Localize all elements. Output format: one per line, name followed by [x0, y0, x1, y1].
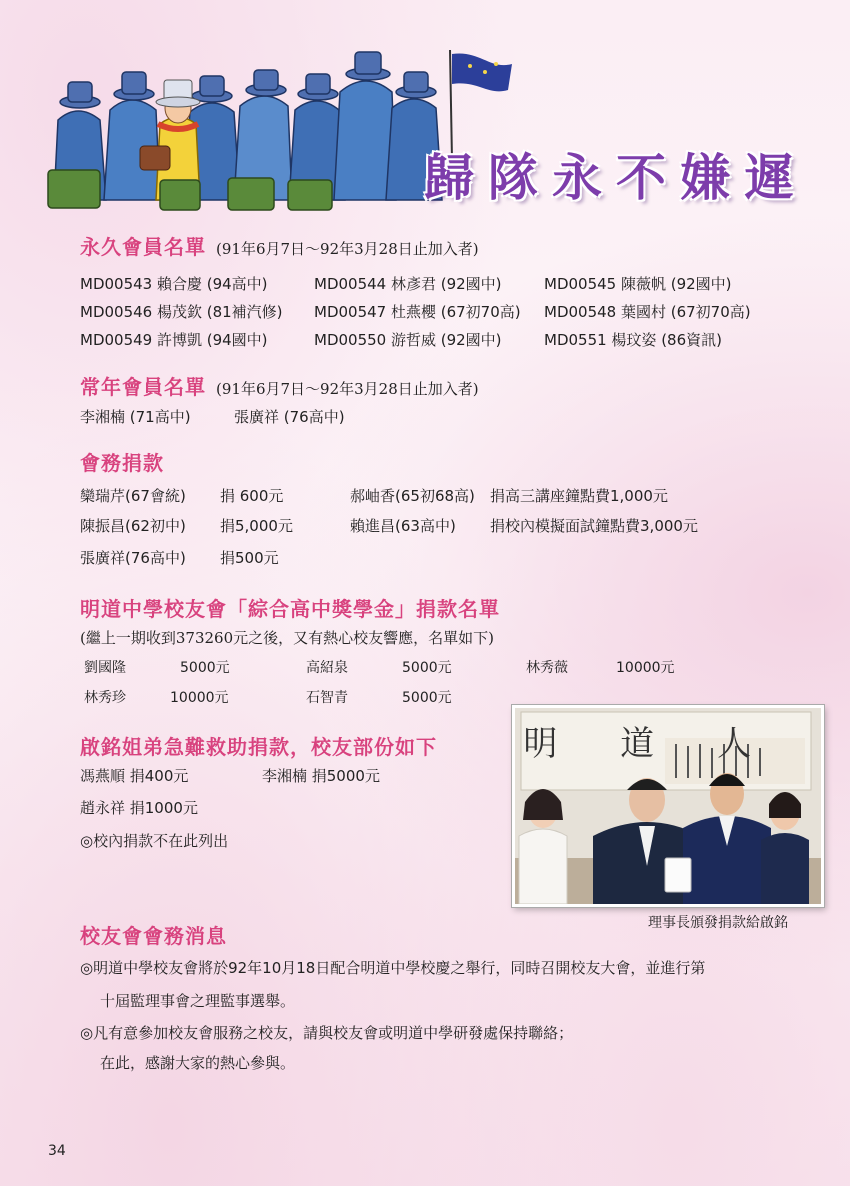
- donor-name: 陳振昌(62初中): [80, 517, 186, 535]
- news-item: ◎明道中學校友會將於92年10月18日配合明道中學校慶之舉行，同時召開校友大會，並進行第: [80, 959, 706, 977]
- donor-amount: 捐 600元: [220, 487, 284, 505]
- annual-member: 張廣祥 (76高中): [234, 408, 345, 426]
- annual-heading: [80, 371, 479, 400]
- scholar-donor-name: 林秀珍: [84, 690, 126, 706]
- news-item: ◎凡有意參加校友會服務之校友，請與校友會或明道中學研發處保持聯絡；: [80, 1024, 574, 1042]
- donor-name: 欒瑞芹(67會統): [80, 487, 186, 505]
- photo-caption: 理事長頒發捐款給啟銘: [648, 915, 788, 931]
- relief-heading: 啟銘姐弟急難救助捐款，校友部份如下: [80, 735, 437, 759]
- news-heading: 校友會會務消息: [80, 924, 227, 948]
- member-entry: MD00549 許博凱 (94國中): [80, 331, 268, 349]
- relief-donor: 李湘楠 捐5000元: [262, 767, 380, 785]
- donor-name: 張廣祥(76高中): [80, 549, 186, 567]
- scholarship-heading: 明道中學校友會「綜合高中獎學金」捐款名單: [80, 597, 500, 621]
- member-entry: MD00545 陳薇帆 (92國中): [544, 275, 732, 293]
- member-entry: MD00548 葉國村 (67初70高): [544, 303, 751, 321]
- news-item: 在此，感謝大家的熱心參與。: [100, 1054, 296, 1072]
- banner-title: 歸隊永不嫌遲: [424, 148, 808, 207]
- member-entry: MD00544 林彥君 (92國中): [314, 275, 502, 293]
- scholar-donor-amount: 5000元: [402, 660, 452, 676]
- relief-donor: 趙永祥 捐1000元: [80, 799, 198, 817]
- scholar-donor-amount: 10000元: [170, 690, 229, 706]
- annual-member: 李湘楠 (71高中): [80, 408, 191, 426]
- member-entry: MD00546 楊茂欽 (81補汽修): [80, 303, 283, 321]
- relief-remark: ◎校內捐款不在此列出: [80, 832, 229, 850]
- scholar-donor-amount: 5000元: [402, 690, 452, 706]
- relief-donor: 馮燕順 捐400元: [80, 767, 189, 785]
- scholar-donor-amount: 10000元: [616, 660, 675, 676]
- donor-amount: 捐5,000元: [220, 517, 293, 535]
- member-entry: MD0551 楊玟姿 (86資訊): [544, 331, 722, 349]
- donor-amount: 捐校內模擬面試鐘點費3,000元: [490, 517, 698, 535]
- annual-note: (91年6月7日～92年3月28日止加入者): [216, 380, 479, 398]
- donor-amount: 捐500元: [220, 549, 279, 567]
- permanent-heading-text: 永久會員名單: [80, 235, 206, 259]
- member-entry: MD00547 杜燕櫻 (67初70高): [314, 303, 521, 321]
- permanent-heading: [80, 231, 479, 260]
- scholar-donor-name: 高紹泉: [306, 660, 348, 676]
- member-entry: MD00550 游哲威 (92國中): [314, 331, 502, 349]
- member-entry: MD00543 賴合慶 (94高中): [80, 275, 268, 293]
- page-number: 34: [48, 1143, 66, 1159]
- permanent-note: (91年6月7日～92年3月28日止加入者): [216, 240, 479, 258]
- ceremony-photo: [512, 705, 824, 907]
- donor-name: 郝岫香(65初68高): [350, 487, 475, 505]
- scholar-donor-name: 石智青: [306, 690, 348, 706]
- scholarship-note: (繼上一期收到373260元之後，又有熱心校友響應，名單如下): [80, 629, 494, 647]
- donation-heading: 會務捐款: [80, 451, 164, 475]
- banner-illustration: [40, 50, 830, 225]
- donor-name: 賴進昌(63高中): [350, 517, 456, 535]
- annual-heading-text: 常年會員名單: [80, 375, 206, 399]
- news-item: 十屆監理事會之理監事選舉。: [100, 992, 296, 1010]
- scholar-donor-name: 林秀薇: [526, 660, 568, 676]
- photo-calligraphy: 明 道 人: [523, 724, 777, 764]
- scholar-donor-name: 劉國隆: [84, 660, 126, 676]
- donor-amount: 捐高三講座鐘點費1,000元: [490, 487, 668, 505]
- scholar-donor-amount: 5000元: [180, 660, 230, 676]
